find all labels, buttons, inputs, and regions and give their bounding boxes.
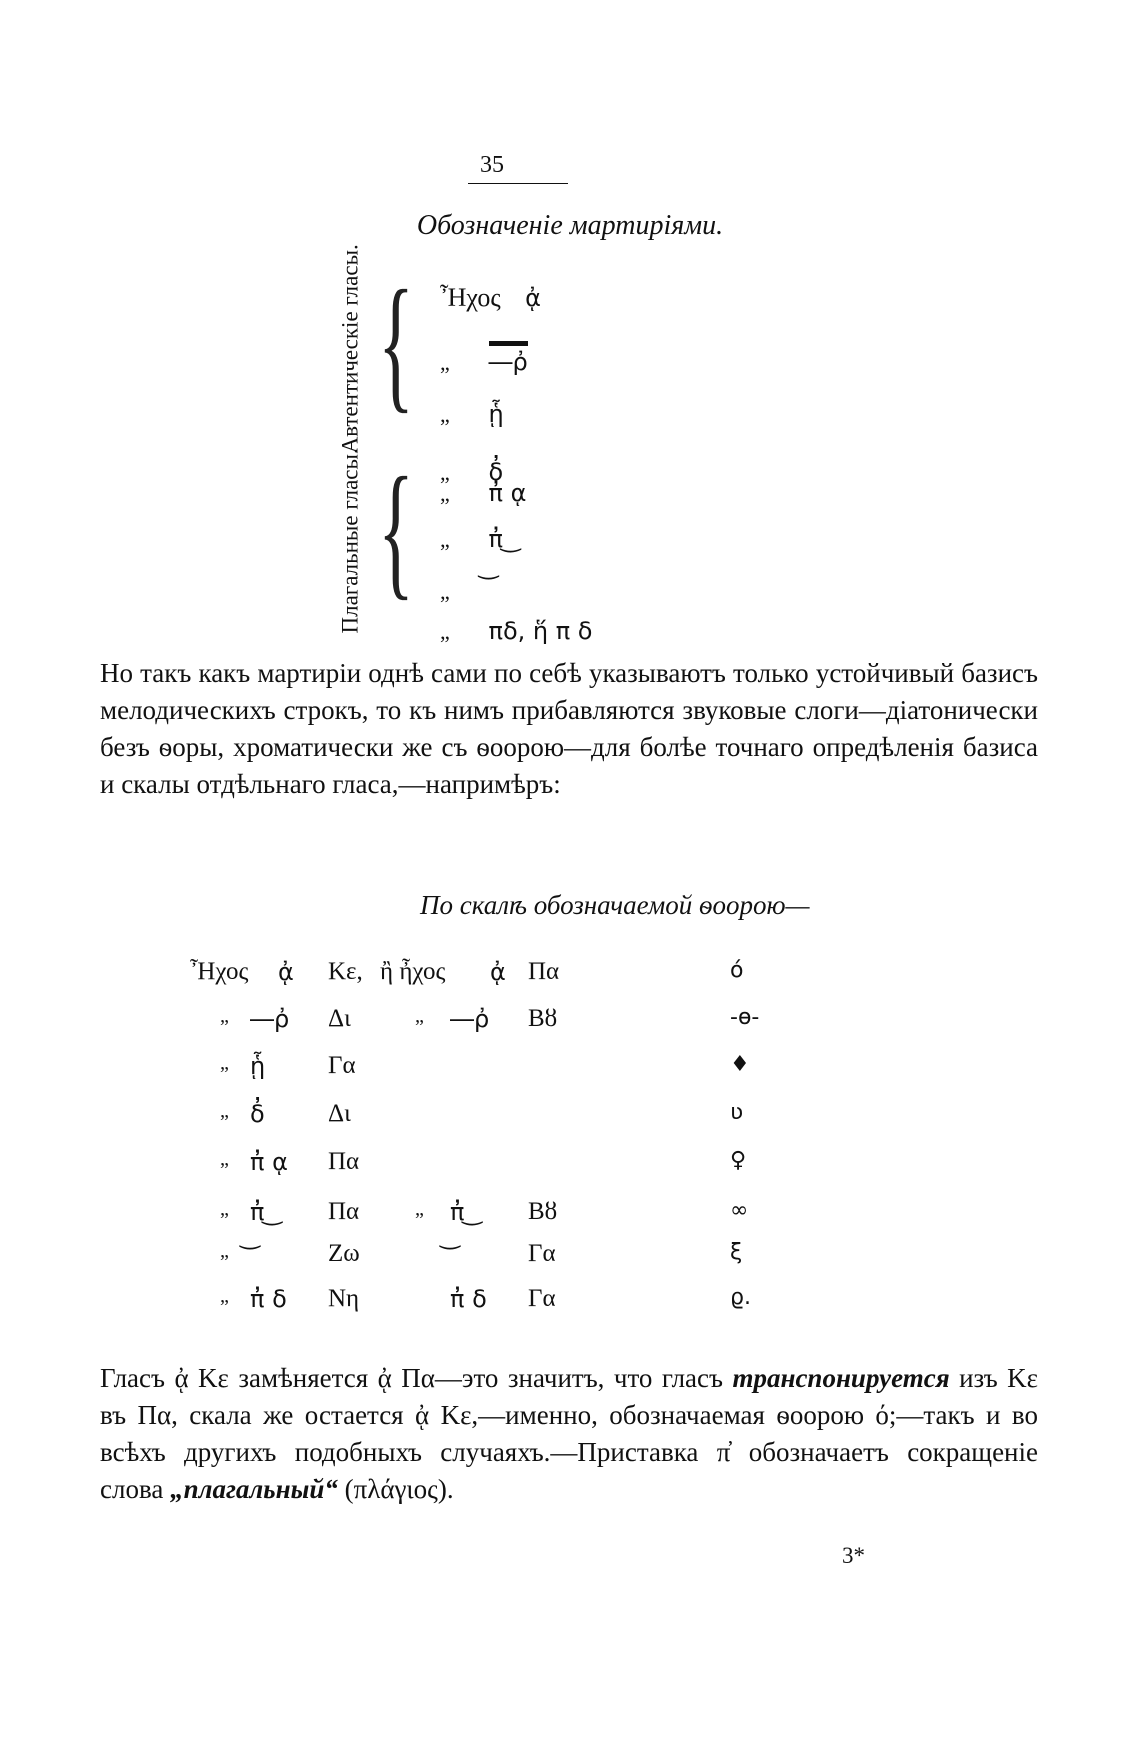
phthora-caption: По скалѣ обозначаемой ѳоорою— bbox=[420, 890, 810, 920]
emphasis-transposed: транспонируется bbox=[732, 1363, 950, 1393]
table-alt-glyph: π̓ δ bbox=[450, 1285, 487, 1313]
table-syllable: Πα bbox=[328, 1148, 360, 1175]
table-ditto: „ bbox=[220, 1148, 229, 1170]
table-echos: Ἦχος bbox=[190, 958, 249, 985]
table-alt-syllable: Βȣ bbox=[528, 1005, 558, 1032]
authentic-label-box bbox=[320, 244, 380, 454]
table-phthora: ϱ. bbox=[730, 1285, 751, 1310]
emphasis-plagal: „плагальный“ bbox=[170, 1474, 338, 1504]
table-ditto: „ bbox=[220, 1005, 229, 1027]
table-syllable: Νη bbox=[328, 1285, 360, 1312]
paragraph-1 bbox=[100, 655, 1038, 803]
table-glyph: π̓ ᾳ bbox=[250, 1148, 288, 1176]
table-glyph: ᾀ bbox=[278, 958, 294, 986]
table-glyph: ―ῤ bbox=[250, 1005, 290, 1033]
table-alt-syllable: Πα bbox=[528, 958, 560, 985]
page-title: Обозначеніе мартиріями. bbox=[416, 210, 724, 241]
plagal-rows bbox=[440, 478, 603, 662]
table-alt-glyph: ―ῤ bbox=[450, 1005, 490, 1033]
table-alt-glyph: ᾀ bbox=[490, 958, 506, 986]
table-ditto: „ bbox=[220, 1285, 229, 1307]
martyria-row bbox=[440, 341, 551, 399]
table-ditto: „ bbox=[220, 1052, 229, 1074]
paragraph-2-text bbox=[100, 1360, 1038, 1508]
header-rule bbox=[468, 183, 568, 184]
table-phthora: ♀ bbox=[730, 1148, 747, 1173]
table-phthora: ∞ bbox=[730, 1198, 749, 1223]
table-alt-syllable: Γα bbox=[528, 1240, 556, 1267]
ditto-mark: „ bbox=[440, 579, 450, 604]
martyria-glyph: δ̓ bbox=[488, 458, 504, 486]
martyria-glyph: π̓ ᾳ bbox=[488, 479, 527, 507]
table-row bbox=[190, 1285, 1010, 1333]
table-phthora: ʋ bbox=[730, 1100, 744, 1125]
martyria-row bbox=[440, 570, 603, 616]
martyria-row bbox=[440, 478, 603, 524]
table-row bbox=[190, 1240, 1010, 1288]
paragraph-1-text: Но такъ какъ мартиріи однѣ сами по себѣ указываютъ только устойчивый базисъ мелодическихъ строкъ, то къ нимъ прибавляются звуковые слоги—діатонически безъ ѳоры, хроматически же съ ѳоорою—для болѣе точнаго опредѣленія базиса и скалы отдѣльнаго гласа,—напримѣръ: bbox=[100, 658, 1038, 799]
martyria-glyph: ―ῤ bbox=[489, 341, 528, 376]
table-glyph: ᾗ bbox=[250, 1052, 266, 1080]
table-phthora: ό bbox=[730, 958, 744, 983]
echos-word: Ἦχος bbox=[440, 283, 501, 312]
ditto-mark: „ bbox=[440, 350, 450, 375]
table-alt-syllable: Βȣ bbox=[528, 1198, 558, 1225]
table-syllable: Κε, bbox=[328, 958, 363, 985]
plagal-label-box bbox=[320, 448, 380, 634]
table-row bbox=[190, 958, 1010, 1006]
paragraph-2-tail: (πλάγιος). bbox=[337, 1474, 454, 1504]
table-syllable: Δι bbox=[328, 1005, 351, 1032]
table-alt-ditto: „ bbox=[415, 1005, 424, 1027]
table-glyph: δ̓ bbox=[250, 1100, 265, 1128]
table-alt-ditto: „ bbox=[415, 1198, 424, 1220]
paragraph-2-line1: Гласъ ᾀ Κε замѣняется ᾀ Πα—это значитъ, что гласъ bbox=[100, 1363, 723, 1393]
plagal-label: Плагальные гласы. bbox=[337, 448, 363, 634]
table-ditto: „ bbox=[220, 1198, 229, 1220]
martyria-glyph: π̓ ͜ bbox=[488, 525, 511, 553]
table-ditto: „ bbox=[220, 1240, 229, 1262]
table-syllable: Δι bbox=[328, 1100, 351, 1127]
table-phthora: -ө- bbox=[730, 1005, 760, 1030]
martyria-row bbox=[440, 399, 551, 457]
table-glyph: π̓ δ bbox=[250, 1285, 287, 1313]
table-glyph: π̓ ͜ bbox=[250, 1198, 273, 1226]
table-syllable: Πα bbox=[328, 1198, 360, 1225]
table-ditto: „ bbox=[220, 1100, 229, 1122]
table-row bbox=[190, 1052, 1010, 1100]
martyria-row bbox=[440, 283, 551, 341]
table-row bbox=[190, 1005, 1010, 1053]
table-syllable: Γα bbox=[328, 1052, 356, 1079]
table-syllable: Ζω bbox=[328, 1240, 360, 1267]
page-number: 35 bbox=[480, 152, 504, 178]
authentic-label: Автентическіе гласы. bbox=[337, 244, 363, 454]
table-alt-echos: ἢ ἦχος bbox=[380, 958, 446, 985]
martyria-row bbox=[440, 524, 603, 570]
signature-mark: 3* bbox=[842, 1543, 865, 1568]
paragraph-2 bbox=[100, 1360, 1038, 1508]
table-phthora: ♦ bbox=[730, 1052, 750, 1077]
martyria-glyph: ᾗ bbox=[488, 400, 504, 428]
ditto-mark: „ bbox=[440, 619, 450, 644]
paragraph-2-body: изъ Κε въ Πα, скала же остается ᾀ Κε,—именно, обозначаемая ѳоорою ό;—такъ и во всѣхъ другихъ подобныхъ случаяхъ.—Приставка π̓ обозначаетъ сокращеніе слова bbox=[100, 1363, 1038, 1504]
table-row bbox=[190, 1148, 1010, 1196]
table-row bbox=[190, 1198, 1010, 1246]
ditto-mark: „ bbox=[440, 481, 450, 506]
table-alt-glyph: π̓ ͜ bbox=[450, 1198, 473, 1226]
table-row bbox=[190, 1100, 1010, 1148]
table-phthora: ξ bbox=[730, 1240, 743, 1265]
table-alt-syllable: Γα bbox=[528, 1285, 556, 1312]
martyria-glyph: ᾀ bbox=[525, 284, 541, 312]
martyria-glyph: πδ, ἥ π δ bbox=[488, 617, 593, 645]
ditto-mark: „ bbox=[440, 460, 450, 485]
ditto-mark: „ bbox=[440, 402, 450, 427]
authentic-brace: { bbox=[378, 260, 414, 426]
ditto-mark: „ bbox=[440, 527, 450, 552]
plagal-brace: { bbox=[378, 447, 414, 613]
